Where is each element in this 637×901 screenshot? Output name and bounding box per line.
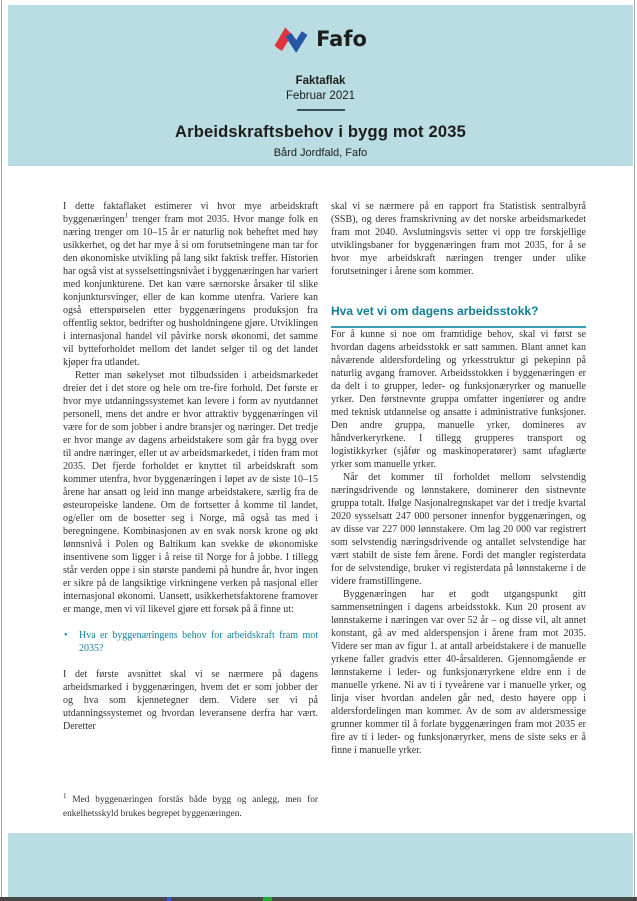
faktaflak-page: [8, 5, 633, 897]
publication-date: Februar 2021: [285, 90, 356, 102]
two-column-text: [63, 200, 586, 757]
footnote-reference: 1: [124, 211, 129, 220]
body-paragraph: [63, 200, 318, 369]
fafo-logo-mark-icon: [274, 24, 308, 54]
bullet-icon: •: [64, 630, 68, 641]
author-byline: Bård Jordfald, Fafo: [273, 147, 368, 159]
fafo-logo: [8, 5, 633, 54]
section-heading: Hva vet vi om dagens arbeidsstokk?: [331, 305, 586, 328]
series-label: Faktaflak: [295, 75, 346, 87]
body-paragraph: Retter man søkelyset mot tilbudssiden i arbeidsmarkedet dreier det i det store og hele om tre-fire forhold. Det første er hvor mye utdanningssystemet kan levere i form av nyutdannet personell, mens det andre er hvor attraktiv byggenæringen vil være for de som jobber i andre bransjer og næringer. Det tredje er hvor mange av dagens arbeidstakere som går fra bygg over til andre næringer, eller ut av arbeidsmarkedet, i tiden fram mot 2035. Det fjerde forholdet er knyttet til arbeidskraft som kommer utenfra, hvor byggenæringen i løpet av de siste 10–15 årene har ansatt og leid inn mange arbeidstakere, særlig fra de østeuropeiske landene. Om de fortsetter å komme til landet, og/eller om de bosetter seg i Norge, må også tas med i beregningene. Kombinasjonen av en svak norsk krone og økt lønnsnivå i Polen og Baltikum kan svekke de økonomiske insentivene som ligger i å reise til Norge for å jobbe. I tillegg står verden oppe i sin største pandemi på hundre år, hvor ingen er sikre på de langsiktige virkningene verken på nasjonal eller internasjonal økonomi. Uansett, usikkerhetsfaktorene framover er mange, men vi vil likevel gjøre ett forsøk på å finne ut:: [63, 370, 318, 615]
body-paragraph: I det første avsnittet skal vi se nærmere på dagens arbeidsmarked i byggenæringen, hvem det er som jobber der og hva som kjennetegner dem. Videre ser vi på utdanningssystemet og hvordan leveransene derfra har vært. Deretter: [63, 669, 318, 732]
right-column: [331, 200, 586, 757]
footnote-text: Med byggenæringen forstås både bygg og anlegg, men for enkelhetsskyld brukes begrepet byggenæringen.: [63, 795, 318, 819]
bottom-edge-blue-segment: [167, 897, 171, 901]
page-header: [8, 5, 633, 159]
fafo-logo-text: Fafo: [316, 27, 367, 51]
content-area: [8, 166, 633, 833]
header-divider: [297, 109, 345, 111]
paragraph-text: I dette faktaflaket estimerer vi hvor mye arbeidskraft byggenæringen: [63, 201, 318, 225]
window-border-right: [634, 0, 635, 897]
research-question-text: Hva er byggenæringens behov for arbeidskraft fram mot 2035?: [79, 630, 318, 654]
left-column: [63, 200, 318, 757]
footnote-marker: 1: [63, 791, 67, 800]
window-border-left: [1, 0, 2, 897]
paragraph-text: trenger fram mot 2035. Hvor mange folk en næring trenger om 10–15 år er naturlig nok beheftet med høy usikkerhet, og det har mye å si om forutsetningene man tar for den økonomiske utvikling på lang sikt faktisk treffer. Historien har også vist at sysselsettingsnivået i byggenæringen har variert med konjunkturene. Det kan være særnorske årsaker til slike konjunktursvinger, eller de kan komme utenfra. Variere kan også etterspørselen etter byggenæringens produksjon fra offentlig sektor, bedrifter og husholdningene gjøre. Utviklingen i internasjonal handel vil påvirke norsk økonomi, det samme vil bytteforholdet mellom det landet selger til og det landet kjøper fra utlandet.: [63, 214, 318, 368]
footnote: [63, 791, 318, 821]
bottom-edge-green-segment: [263, 897, 272, 901]
body-paragraph: For å kunne si noe om framtidige behov, skal vi først se hvordan dagens arbeidsstokk er satt sammen. Blant annet kan nåværende aldersfordeling og yrkesstruktur gi pekepinn på naturlig avgang framover. Arbeidsstokken i byggenæringen er da delt i to grupper, leder- og funksjonæryrker og manuelle yrker. Den førstnevnte gruppa omfatter ingeniører og andre med teknisk utdannelse og ansatte i administrative funksjoner. Den andre gruppa, manuelle yrker, domineres av håndverkeryrkene. I tillegg grupperes transport og logistikkyrker (sjåfør og maskinoperatører) samt ufaglærte yrker som manuelle yrker.: [331, 329, 586, 470]
body-paragraph: Når det kommer til forholdet mellom selvstendig næringsdrivende og lønnstakere, dominerer den sistnevnte gruppa totalt. Ifølge Nasjonalregnskapet var det i tredje kvartal 2020 sysselsatt 247 000 personer innenfor byggenæringen, og av disse var 227 000 lønnstakere. Om lag 20 000 var registrert som selvstendig næringsdrivende og antallet selvstendige har vært stabilt de siste fem årene. Fordi det mangler registerdata for de selvstendige, bruker vi registerdata på lønnstakerne i de videre framstillingene.: [331, 472, 586, 587]
page-title: Arbeidskraftsbehov i bygg mot 2035: [174, 123, 467, 141]
body-paragraph: Byggenæringen har et godt utgangspunkt gitt sammensetningen i dagens arbeidsstokk. Kun 20 prosent av lønnstakerne i næringen var over 52 år – og disse vil, alt annet konstant, gå av med alderspensjon i årene fram mot 2035. Videre ser man av figur 1. at antall arbeidstakere i de manuelle yrkene faller gradvis etter 40-årsalderen. Gjennomgående er lønnstakerne i leder- og funksjonæryrkene eldre enn i de manuelle yrkene. Ni av ti i tyveårene var i manuelle yrker, og linja viser hvordan andelen går ned, desto høyere opp i aldersfordelingen man kommer. Av de som av aldersmessige grunner kommer til å forlate byggenæringen fram mot 2035 er fire av ti i leder- og funksjonæryrker, mens de siste seks er å finne i manuelle yrker.: [331, 589, 586, 756]
window-bottom-edge: [0, 897, 637, 901]
research-question-bullet: [64, 629, 318, 655]
body-paragraph: skal vi se nærmere på en rapport fra Statistisk sentralbyrå (SSB), og deres framskrivning av det norske arbeidsmarkedet fram mot 2040. Avslutningsvis setter vi opp tre forskjellige utviklingsbaner for byggenæringen fram mot 2035, for å se hvor mye arbeidskraft næringen trenger under ulike forutsetninger i årene som kommer.: [331, 201, 586, 277]
